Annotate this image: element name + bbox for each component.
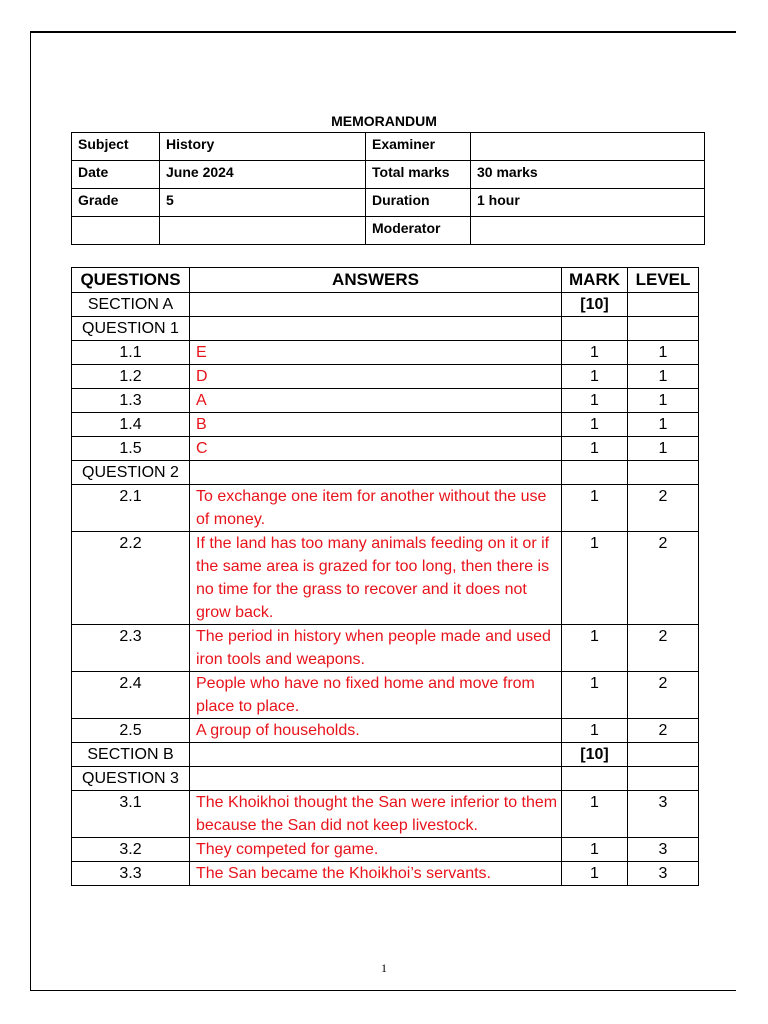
answer-cell: E [190, 341, 562, 365]
info-label: Date [72, 161, 160, 189]
answer-cell: C [190, 437, 562, 461]
level-cell: 2 [628, 672, 699, 719]
info-label: Grade [72, 189, 160, 217]
table-row [72, 293, 699, 317]
table-row [72, 743, 699, 767]
mark-cell: 1 [562, 389, 628, 413]
mark-cell [562, 767, 628, 791]
info-row [72, 217, 705, 245]
table-row [72, 767, 699, 791]
level-cell: 3 [628, 838, 699, 862]
answer-cell: If the land has too many animals feeding on it or if the same area is grazed for too long, then there is no time for the grass to recover and it does not grow back. [190, 532, 562, 625]
level-cell [628, 743, 699, 767]
questions-table [71, 267, 699, 886]
level-cell: 2 [628, 625, 699, 672]
table-row [72, 389, 699, 413]
answer-cell: People who have no fixed home and move from place to place. [190, 672, 562, 719]
answer-cell: To exchange one item for another without the use of money. [190, 485, 562, 532]
level-cell: 2 [628, 485, 699, 532]
level-cell [628, 461, 699, 485]
answer-cell: B [190, 413, 562, 437]
answer-cell [190, 461, 562, 485]
level-cell: 1 [628, 413, 699, 437]
level-cell: 3 [628, 791, 699, 838]
page-title: MEMORANDUM [331, 113, 437, 129]
mark-cell: 1 [562, 838, 628, 862]
mark-cell: [10] [562, 743, 628, 767]
mark-cell: 1 [562, 365, 628, 389]
table-row [72, 625, 699, 672]
info-value: History [160, 133, 366, 161]
info-label: Total marks [366, 161, 471, 189]
table-row [72, 317, 699, 341]
level-cell: 1 [628, 437, 699, 461]
header-questions: QUESTIONS [72, 268, 190, 293]
table-row [72, 672, 699, 719]
info-row [72, 133, 705, 161]
info-value [471, 217, 705, 245]
mark-cell: 1 [562, 413, 628, 437]
info-value: June 2024 [160, 161, 366, 189]
question-cell: 2.3 [72, 625, 190, 672]
info-value [471, 133, 705, 161]
header-mark: MARK [562, 268, 628, 293]
table-row [72, 365, 699, 389]
mark-cell: 1 [562, 485, 628, 532]
question-cell: 3.3 [72, 862, 190, 886]
answer-cell: The San became the Khoikhoi’s servants. [190, 862, 562, 886]
answer-cell: They competed for game. [190, 838, 562, 862]
question-cell: 1.3 [72, 389, 190, 413]
question-cell: 1.4 [72, 413, 190, 437]
mark-cell [562, 317, 628, 341]
info-value: 1 hour [471, 189, 705, 217]
info-label: Examiner [366, 133, 471, 161]
info-row [72, 161, 705, 189]
answer-cell [190, 767, 562, 791]
question-cell: SECTION A [72, 293, 190, 317]
question-cell: 2.1 [72, 485, 190, 532]
info-label: Duration [366, 189, 471, 217]
header-answers: ANSWERS [190, 268, 562, 293]
info-value: 5 [160, 189, 366, 217]
table-row [72, 437, 699, 461]
header-level: LEVEL [628, 268, 699, 293]
table-row [72, 791, 699, 838]
table-row [72, 532, 699, 625]
mark-cell [562, 461, 628, 485]
answer-cell: A group of households. [190, 719, 562, 743]
question-cell: 2.2 [72, 532, 190, 625]
answer-cell: The period in history when people made and used iron tools and weapons. [190, 625, 562, 672]
question-cell: 1.5 [72, 437, 190, 461]
mark-cell: 1 [562, 791, 628, 838]
question-cell: 1.2 [72, 365, 190, 389]
table-row [72, 838, 699, 862]
mark-cell: 1 [562, 862, 628, 886]
level-cell: 1 [628, 389, 699, 413]
questions-table-body [72, 293, 699, 886]
info-table-body [72, 133, 705, 245]
question-cell: 3.2 [72, 838, 190, 862]
info-row [72, 189, 705, 217]
mark-cell: 1 [562, 532, 628, 625]
mark-cell: 1 [562, 672, 628, 719]
answer-cell: The Khoikhoi thought the San were inferior to them because the San did not keep livestock. [190, 791, 562, 838]
page-number: 1 [381, 961, 387, 975]
table-row [72, 719, 699, 743]
answer-cell [190, 743, 562, 767]
mark-cell: [10] [562, 293, 628, 317]
level-cell: 2 [628, 719, 699, 743]
answer-cell: A [190, 389, 562, 413]
question-cell: 3.1 [72, 791, 190, 838]
question-cell: QUESTION 1 [72, 317, 190, 341]
table-row [72, 461, 699, 485]
mark-cell: 1 [562, 625, 628, 672]
question-cell: 1.1 [72, 341, 190, 365]
question-cell: QUESTION 2 [72, 461, 190, 485]
info-table [71, 132, 705, 245]
question-cell: 2.4 [72, 672, 190, 719]
level-cell: 3 [628, 862, 699, 886]
question-cell: SECTION B [72, 743, 190, 767]
level-cell: 2 [628, 532, 699, 625]
info-label: Subject [72, 133, 160, 161]
table-row [72, 485, 699, 532]
question-cell: QUESTION 3 [72, 767, 190, 791]
answer-cell [190, 317, 562, 341]
info-label: Moderator [366, 217, 471, 245]
level-cell: 1 [628, 341, 699, 365]
info-value [160, 217, 366, 245]
question-cell: 2.5 [72, 719, 190, 743]
mark-cell: 1 [562, 437, 628, 461]
answer-cell [190, 293, 562, 317]
level-cell: 1 [628, 365, 699, 389]
level-cell [628, 317, 699, 341]
mark-cell: 1 [562, 341, 628, 365]
table-row [72, 413, 699, 437]
header-row [72, 268, 699, 293]
level-cell [628, 767, 699, 791]
table-row [72, 862, 699, 886]
level-cell [628, 293, 699, 317]
table-row [72, 341, 699, 365]
answer-cell: D [190, 365, 562, 389]
info-label [72, 217, 160, 245]
info-value: 30 marks [471, 161, 705, 189]
mark-cell: 1 [562, 719, 628, 743]
